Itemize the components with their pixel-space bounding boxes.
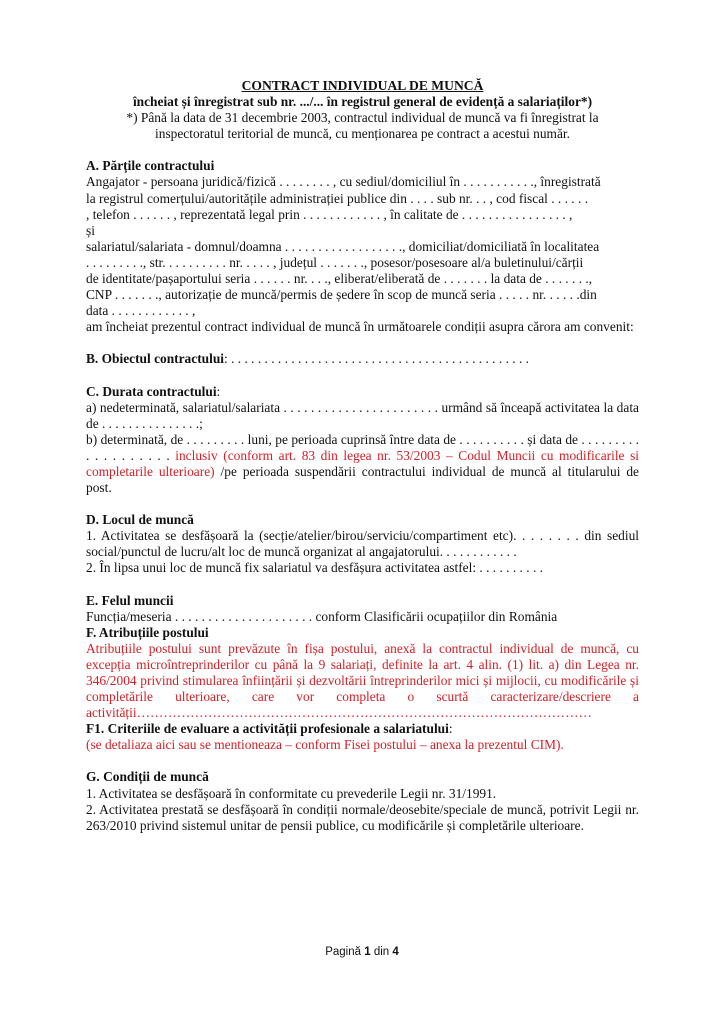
section-c-item-b-text: b) determinată, de . . . . . . . . . luni, pe perioada cuprinsă între data de . . . . . . . . . . și data de . . . . . . . . . . . . . . . . . . .: [86, 431, 639, 463]
section-a-line: la registrul comerțului/autoritățile administrației publice din . . . . sub nr. . . , cod fiscal . . . . . .: [86, 190, 589, 206]
footnote-line-2: inspectoratul teritorial de muncă, cu menționarea pe contract a acestui număr.: [155, 126, 570, 142]
section-a-line: . . . . . . . . ., str. . . . . . . . . . nr. . . . . , județul . . . . . . ., posesor/posesoare al/a buletinului/cărții: [86, 254, 584, 270]
section-f-heading: F. Atribuțiile postului: [86, 624, 209, 640]
page-label: Pagină: [325, 946, 365, 958]
section-g-heading: G. Condiții de muncă: [86, 769, 209, 785]
footnote-line-1: *) Până la data de 31 decembrie 2003, contractul individual de muncă va fi înregistrat la: [126, 110, 599, 126]
contract-subtitle: încheiat și înregistrat sub nr. .../... în registrul general de evidență a salariaților*): [132, 94, 593, 110]
colon: :: [448, 721, 453, 737]
section-g-item-1: 1. Activitatea se desfășoară în conformitate cu prevederile Legii nr. 31/1991.: [86, 785, 497, 801]
page-footer: [0, 946, 724, 958]
section-a-line: data . . . . . . . . . . . . ,: [86, 303, 196, 319]
section-c-item-b: [86, 432, 639, 496]
contract-title: CONTRACT INDIVIDUAL DE MUNCĂ: [241, 78, 484, 93]
section-c-heading: C. Durata contractului: [86, 383, 217, 399]
section-a-line: de identitate/pașaportului seria . . . . . . nr. . . ., eliberat/eliberată de . . . . . . . la data de . . . . . . .,: [86, 271, 593, 287]
section-a-line: Angajator - persoana juridică/fizică . . . . . . . . , cu sediul/domiciliul în . . . . . . . . . . ., înregistrată: [86, 174, 601, 190]
current-page-number: 1: [364, 946, 371, 958]
section-d-item-2: 2. În lipsa unui loc de muncă fix salariatul va desfășura activitatea astfel: . . . . . . . . . .: [86, 560, 543, 576]
total-page-count: 4: [392, 946, 399, 958]
section-d-heading: D. Locul de muncă: [86, 512, 194, 528]
section-c-title: [86, 384, 639, 400]
section-c-item-a: a) nedeterminată, salariatul/salariata . . . . . . . . . . . . . . . . . . . . . . . urmând să înceapă activitatea la data de . . . . . . . . . . . . . . .;: [86, 399, 639, 431]
section-a-line: am încheiat prezentul contract individual de muncă în următoarele condiții asupra cărora am convenit:: [86, 319, 634, 335]
section-f1-text: (se detaliaza aici sau se mentioneaza – conform Fisei postului – anexa la prezentul CIM).: [86, 737, 564, 753]
section-c-item-b-red-note: inclusiv (conform art. 83 din legea nr. 53/2003 – Codul Muncii cu modificarile si completarile ulterioare): [86, 447, 639, 479]
section-a-line: CNP . . . . . . ., autorizație de muncă/permis de ședere în scop de muncă seria . . . . . nr. . . . . .din: [86, 287, 597, 303]
section-e-heading: E. Felul muncii: [86, 592, 174, 608]
section-f1-title: [86, 721, 639, 737]
colon: :: [216, 383, 221, 399]
section-a-line: , telefon . . . . . . , reprezentată legal prin . . . . . . . . . . . . , în calitate de . . . . . . . . . . . . . . . . ,: [86, 206, 573, 222]
section-g-item-2: 2. Activitatea prestată se desfășoară în condiții normale/deosebite/speciale de muncă, potrivit Legii nr. 263/2010 privind sistemul unitar de pensii publice, cu modificările și completările ulterioare.: [86, 801, 639, 833]
page-of-label: din: [370, 946, 393, 958]
section-b-heading: B. Obiectul contractului: [86, 351, 224, 367]
section-f-text: Atribuțiile postului sunt prevăzute în fișa postului, anexă la contractul individual de muncă, cu excepția microîntreprinderilor cu până la 9 salariați, definite la art. 4 alin. (1) lit. a) din Legea nr. 346/2004 privind stimularea înființării și dezvoltării întreprinderilor mici și mijlocii, cu modificările și completările ulterioare, care vor completa o scurtă caracterizare/descriere a activității…………………………………………………………………………………………: [86, 640, 639, 721]
section-a-heading: A. Părțile contractului: [86, 158, 215, 174]
section-c-item-b-tail: /pe perioada suspendării contractului individual de muncă al titularului de post.: [86, 463, 639, 496]
section-b-blank: : . . . . . . . . . . . . . . . . . . . . . . . . . . . . . . . . . . . . . . . . . . . . .: [224, 351, 530, 367]
section-b: [86, 351, 639, 367]
section-f1-heading: F1. Criteriile de evaluare a activității profesionale a salariatului: [86, 721, 449, 737]
section-a-line: salariatul/salariata - domnul/doamna . . . . . . . . . . . . . . . . . ., domiciliat/domiciliată în localitatea: [86, 238, 600, 254]
document-page: [86, 78, 639, 834]
section-a-line: și: [86, 222, 95, 238]
section-d-item-1: 1. Activitatea se desfășoară la (secție/atelier/birou/serviciu/compartiment etc). . . . . . . . din sediul social/punctul de lucru/alt loc de muncă organizat al angajatorului. . . . . . . . . . . .: [86, 528, 639, 560]
section-e-text: Funcția/meseria . . . . . . . . . . . . . . . . . . . . . conform Clasificării ocupațiilor din România: [86, 608, 558, 624]
